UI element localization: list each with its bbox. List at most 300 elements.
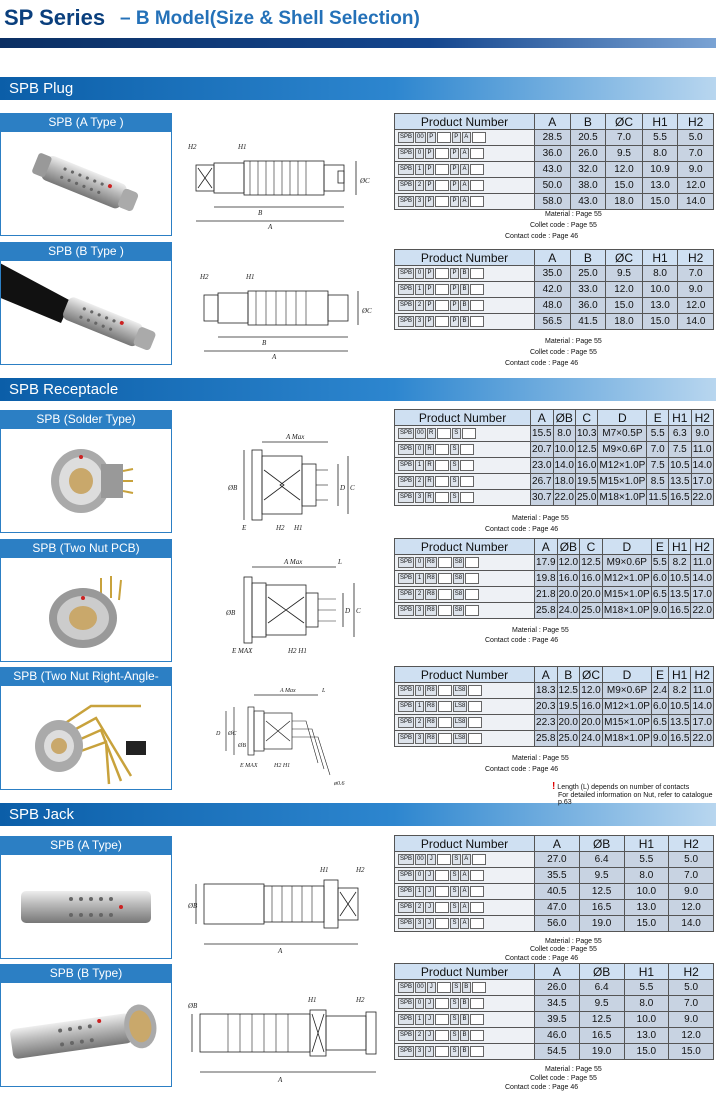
value-cell: 7.0	[669, 996, 714, 1012]
value-cell: 6.5	[651, 587, 668, 603]
value-cell: 10.5	[668, 699, 691, 715]
code-box	[435, 300, 449, 311]
value-cell: 16.0	[580, 571, 603, 587]
value-cell: 5.0	[678, 130, 714, 146]
value-cell: 20.5	[570, 130, 606, 146]
code-box	[437, 132, 451, 143]
col-header: B	[570, 250, 606, 266]
value-cell: 12.0	[606, 162, 642, 178]
code-box: P	[450, 148, 459, 159]
code-box: SPB	[398, 605, 414, 616]
code-box: SPB	[398, 460, 414, 471]
product-number-cell	[395, 490, 531, 506]
product-number-cell	[395, 916, 535, 932]
photo-plug-a	[0, 131, 172, 236]
value-cell: 10.5	[668, 571, 691, 587]
code-box	[470, 1046, 484, 1057]
product-number-cell	[395, 900, 535, 916]
value-cell: 17.0	[691, 474, 713, 490]
col-header: H2	[678, 250, 714, 266]
code-box	[472, 854, 486, 865]
value-cell: 21.8	[535, 587, 558, 603]
code-box	[438, 717, 452, 728]
drawing-jack-a	[188, 858, 383, 958]
value-cell: 33.0	[570, 282, 606, 298]
value-cell: 10.0	[624, 884, 669, 900]
svg-text:H2 H1: H2 H1	[274, 763, 291, 769]
table-row	[395, 980, 714, 996]
table-row	[395, 555, 714, 571]
code-box	[438, 685, 452, 696]
col-header: C	[575, 410, 597, 426]
note-jack-a-1: Material : Page 55	[545, 938, 602, 945]
code-box	[437, 428, 451, 439]
value-cell: 22.0	[691, 490, 713, 506]
value-cell: 18.0	[606, 194, 642, 210]
value-cell: 24.0	[580, 731, 603, 747]
value-cell: 23.0	[531, 458, 553, 474]
svg-text:H1: H1	[246, 273, 255, 281]
code-box	[470, 870, 484, 881]
product-number-cell	[395, 1044, 535, 1060]
section-jack: SPB Jack	[0, 803, 716, 826]
svg-text:D: D	[340, 484, 346, 492]
code-box	[435, 492, 449, 503]
code-box	[468, 717, 482, 728]
code-box: S	[450, 902, 459, 913]
code-box: 1	[415, 164, 424, 175]
code-box: P	[450, 268, 459, 279]
code-box: 2	[415, 589, 424, 600]
code-box: SPB	[398, 1030, 414, 1041]
code-box	[437, 982, 451, 993]
photo-rec-twonut	[0, 557, 172, 662]
col-header: E	[652, 667, 669, 683]
value-cell: 36.0	[535, 146, 571, 162]
value-cell: 20.3	[535, 699, 558, 715]
code-box: P	[425, 148, 434, 159]
code-box: J	[425, 1046, 434, 1057]
code-box: B	[460, 300, 469, 311]
value-cell: 16.0	[575, 458, 597, 474]
product-number-cell	[395, 442, 531, 458]
table-row	[395, 1028, 714, 1044]
series-subtitle: – B Model(Size & Shell Selection)	[120, 8, 420, 29]
value-cell: 15.0	[624, 1044, 669, 1060]
note-plug-a-3: Contact code : Page 46	[505, 233, 579, 240]
note-rec-solder-2: Contact code : Page 46	[485, 526, 559, 533]
svg-text:E MAX: E MAX	[232, 647, 253, 655]
code-box	[465, 573, 479, 584]
svg-text:H2 H1: H2 H1	[288, 647, 307, 655]
code-box: LS8	[453, 685, 468, 696]
code-box: S	[450, 886, 459, 897]
code-box: 3	[415, 918, 424, 929]
value-cell: 11.0	[691, 683, 714, 699]
code-box: S	[450, 460, 459, 471]
code-box: 0	[415, 557, 424, 568]
code-box	[470, 268, 484, 279]
value-cell: 16.5	[668, 731, 691, 747]
value-cell: 43.0	[570, 194, 606, 210]
value-cell: 10.9	[642, 162, 678, 178]
code-box: R	[425, 476, 434, 487]
value-cell: 20.0	[557, 587, 580, 603]
code-box	[438, 573, 452, 584]
table-row	[395, 298, 714, 314]
value-cell: 17.0	[691, 587, 714, 603]
label-jack-a: SPB (A Type)	[0, 836, 172, 854]
code-box: A	[460, 180, 469, 191]
table-row	[395, 442, 714, 458]
product-number-cell	[395, 162, 535, 178]
code-box: P	[452, 132, 461, 143]
value-cell: 6.4	[579, 980, 624, 996]
value-cell: 40.5	[535, 884, 580, 900]
col-header: H2	[691, 539, 714, 555]
code-box: S	[450, 1030, 459, 1041]
code-box: SPB	[398, 148, 414, 159]
value-cell: 25.0	[580, 603, 603, 619]
note-rec-solder-1: Material : Page 55	[512, 515, 569, 522]
value-cell: M18×1.0P	[602, 603, 651, 619]
value-cell: 13.5	[669, 474, 691, 490]
value-cell: 15.0	[642, 194, 678, 210]
code-box: R8	[425, 717, 437, 728]
product-number-cell	[395, 715, 535, 731]
value-cell: 16.5	[668, 603, 691, 619]
value-cell: 12.0	[557, 555, 580, 571]
code-box: SPB	[398, 870, 414, 881]
svg-text:A Max: A Max	[284, 558, 303, 566]
value-cell: 15.0	[606, 298, 642, 314]
code-box: SPB	[398, 180, 414, 191]
code-box: P	[425, 164, 434, 175]
value-cell: 54.5	[535, 1044, 580, 1060]
value-cell: 10.0	[624, 1012, 669, 1028]
code-box: 0	[415, 148, 424, 159]
code-box: R8	[425, 685, 437, 696]
value-cell: 15.0	[642, 314, 678, 330]
code-box	[470, 316, 484, 327]
drawing-rec-solder	[188, 430, 383, 535]
table-row	[395, 884, 714, 900]
code-box: A	[462, 132, 471, 143]
code-box: 1	[415, 284, 424, 295]
code-box: SPB	[398, 1014, 414, 1025]
svg-text:H1: H1	[320, 866, 329, 874]
code-box: P	[450, 300, 459, 311]
value-cell: 9.0	[652, 731, 669, 747]
value-cell: M15×1.0P	[603, 715, 652, 731]
code-box	[460, 444, 474, 455]
table-row	[395, 731, 714, 747]
code-box: S	[452, 854, 461, 865]
svg-text:C: C	[356, 607, 361, 615]
value-cell: 26.7	[531, 474, 553, 490]
svg-text:ØB: ØB	[228, 484, 238, 492]
photo-jack-b	[0, 982, 172, 1087]
note-plug-a-1: Material : Page 55	[545, 211, 602, 218]
value-cell: 9.5	[606, 266, 642, 282]
value-cell: 17.0	[691, 715, 714, 731]
code-box: SPB	[398, 573, 414, 584]
code-box: J	[425, 998, 434, 1009]
col-header: ØB	[579, 836, 624, 852]
code-box: A	[460, 148, 469, 159]
value-cell: 15.0	[669, 1044, 714, 1060]
code-box	[470, 300, 484, 311]
value-cell: 17.9	[535, 555, 558, 571]
value-cell: 9.0	[669, 884, 714, 900]
value-cell: 12.5	[579, 884, 624, 900]
footnote-line2: For detailed information on Nut, refer to catalogue p.63	[558, 792, 713, 806]
col-header: H1	[624, 836, 669, 852]
code-box: 00	[415, 428, 426, 439]
table-row	[395, 458, 714, 474]
code-box: SPB	[398, 733, 414, 744]
note-jack-a-3: Contact code : Page 46	[505, 955, 579, 962]
value-cell: 13.0	[624, 1028, 669, 1044]
value-cell: 26.0	[570, 146, 606, 162]
value-cell: 8.2	[668, 683, 691, 699]
value-cell: 56.5	[535, 314, 571, 330]
value-cell: 42.0	[535, 282, 571, 298]
col-header: C	[580, 539, 603, 555]
code-box: 0	[415, 685, 424, 696]
col-header: Product Number	[395, 539, 535, 555]
col-header: H2	[691, 667, 714, 683]
product-number-cell	[395, 266, 535, 282]
value-cell: 8.5	[647, 474, 669, 490]
drawing-plug-b	[188, 265, 383, 365]
photo-rec-solder	[0, 428, 172, 533]
value-cell: 27.0	[535, 852, 580, 868]
code-box: R8	[425, 701, 437, 712]
code-box	[435, 196, 449, 207]
product-number-cell	[395, 980, 535, 996]
value-cell: 20.7	[531, 442, 553, 458]
code-box: 1	[415, 573, 424, 584]
col-header: Product Number	[395, 114, 535, 130]
value-cell: 6.3	[669, 426, 691, 442]
col-header: ØB	[553, 410, 575, 426]
col-header: A	[531, 410, 553, 426]
value-cell: 16.5	[579, 900, 624, 916]
value-cell: M12×1.0P	[602, 571, 651, 587]
product-number-cell	[395, 571, 535, 587]
drawing-plug-a	[188, 135, 383, 235]
value-cell: 18.3	[535, 683, 558, 699]
drawing-rec-twonut	[188, 555, 383, 660]
value-cell: 9.5	[579, 868, 624, 884]
note-rec-twonut-2: Contact code : Page 46	[485, 637, 559, 644]
value-cell: 13.5	[668, 587, 691, 603]
code-box: S	[450, 918, 459, 929]
code-box: 2	[415, 476, 424, 487]
table-row	[395, 282, 714, 298]
code-box: 1	[415, 1014, 424, 1025]
code-box: B	[460, 1030, 469, 1041]
value-cell: 12.0	[669, 900, 714, 916]
table-row	[395, 868, 714, 884]
code-box: P	[425, 316, 434, 327]
value-cell: 15.0	[624, 916, 669, 932]
code-box: A	[460, 886, 469, 897]
value-cell: 32.0	[570, 162, 606, 178]
product-number-cell	[395, 884, 535, 900]
value-cell: 19.8	[535, 571, 558, 587]
svg-text:H2: H2	[276, 524, 285, 532]
code-box: 0	[415, 998, 424, 1009]
code-box: R8	[425, 605, 437, 616]
photo-jack-a	[0, 854, 172, 959]
code-box: SPB	[398, 492, 414, 503]
code-box	[472, 982, 486, 993]
table-row	[395, 996, 714, 1012]
code-box: SPB	[398, 998, 414, 1009]
code-box: SPB	[398, 854, 414, 865]
code-box	[470, 902, 484, 913]
code-box	[435, 918, 449, 929]
col-header: ØC	[606, 250, 642, 266]
code-box: SPB	[398, 316, 414, 327]
table-row	[395, 603, 714, 619]
code-box	[435, 164, 449, 175]
svg-text:D: D	[216, 731, 221, 737]
table-row	[395, 194, 714, 210]
code-box: S8	[453, 557, 464, 568]
col-header: A	[535, 250, 571, 266]
value-cell: 16.0	[580, 699, 603, 715]
label-plug-a: SPB (A Type )	[0, 113, 172, 131]
product-number-cell	[395, 130, 535, 146]
product-number-cell	[395, 298, 535, 314]
col-header: H2	[691, 410, 713, 426]
col-header: Product Number	[395, 667, 535, 683]
code-box	[435, 902, 449, 913]
code-box	[468, 685, 482, 696]
svg-text:B: B	[262, 339, 267, 347]
value-cell: 34.5	[535, 996, 580, 1012]
col-header: ØC	[580, 667, 603, 683]
code-box: 2	[415, 902, 424, 913]
value-cell: 25.8	[535, 603, 558, 619]
code-box: B	[460, 1046, 469, 1057]
photo-plug-b	[0, 260, 172, 365]
value-cell: M18×1.0P	[598, 490, 647, 506]
footnote	[552, 781, 716, 806]
code-box: A	[460, 918, 469, 929]
code-box	[460, 492, 474, 503]
product-number-cell	[395, 194, 535, 210]
svg-text:A: A	[272, 353, 277, 361]
code-box: 1	[415, 460, 424, 471]
svg-text:ØC: ØC	[362, 307, 372, 315]
value-cell: 25.0	[575, 490, 597, 506]
code-box: S	[450, 476, 459, 487]
code-box: 00	[415, 982, 426, 993]
code-box: 2	[415, 180, 424, 191]
code-box: P	[425, 300, 434, 311]
code-box: J	[425, 886, 434, 897]
note-plug-a-2: Collet code : Page 55	[530, 222, 597, 229]
code-box	[470, 148, 484, 159]
note-rec-angle-2: Contact code : Page 46	[485, 766, 559, 773]
code-box: B	[460, 998, 469, 1009]
code-box: SPB	[398, 268, 414, 279]
col-header: H2	[669, 964, 714, 980]
code-box: 3	[415, 316, 424, 327]
value-cell: 43.0	[535, 162, 571, 178]
code-box: P	[425, 196, 434, 207]
code-box: 00	[415, 132, 426, 143]
code-box: 1	[415, 886, 424, 897]
table-row	[395, 1044, 714, 1060]
code-box: J	[425, 870, 434, 881]
value-cell: 26.0	[535, 980, 580, 996]
value-cell: 5.0	[669, 980, 714, 996]
col-header: D	[602, 539, 651, 555]
code-box	[470, 164, 484, 175]
code-box	[460, 460, 474, 471]
code-box: R8	[425, 733, 437, 744]
spec-table-rec-twonut	[394, 538, 714, 619]
spec-table-jack-a	[394, 835, 714, 932]
col-header: A	[535, 667, 558, 683]
header-bar	[0, 38, 716, 48]
code-box: R8	[425, 557, 437, 568]
col-header: H1	[624, 964, 669, 980]
code-box: S	[450, 998, 459, 1009]
value-cell: 20.0	[580, 587, 603, 603]
code-box: S	[452, 982, 461, 993]
code-box	[438, 733, 452, 744]
value-cell: 2.4	[652, 683, 669, 699]
value-cell: 9.0	[678, 282, 714, 298]
table-row	[395, 852, 714, 868]
col-header: H2	[678, 114, 714, 130]
spec-table-plug-b	[394, 249, 714, 330]
product-number-cell	[395, 426, 531, 442]
code-box: S8	[453, 605, 464, 616]
code-box: 0	[415, 268, 424, 279]
col-header: D	[598, 410, 647, 426]
code-box	[435, 444, 449, 455]
code-box: 3	[415, 1046, 424, 1057]
value-cell: 8.0	[624, 868, 669, 884]
code-box: 3	[415, 492, 424, 503]
value-cell: 8.0	[624, 996, 669, 1012]
product-number-cell	[395, 282, 535, 298]
code-box: R	[427, 428, 436, 439]
value-cell: 18.0	[606, 314, 642, 330]
lbl-H1: H1	[238, 143, 247, 151]
code-box	[472, 132, 486, 143]
value-cell: M9×0.6P	[602, 555, 651, 571]
spec-table-jack-b	[394, 963, 714, 1060]
code-box	[470, 196, 484, 207]
product-number-cell	[395, 146, 535, 162]
code-box: S	[450, 444, 459, 455]
value-cell: 10.0	[553, 442, 575, 458]
col-header: A	[535, 539, 558, 555]
value-cell: 7.5	[669, 442, 691, 458]
code-box: A	[460, 902, 469, 913]
code-box	[438, 605, 452, 616]
code-box: B	[460, 284, 469, 295]
code-box	[435, 180, 449, 191]
